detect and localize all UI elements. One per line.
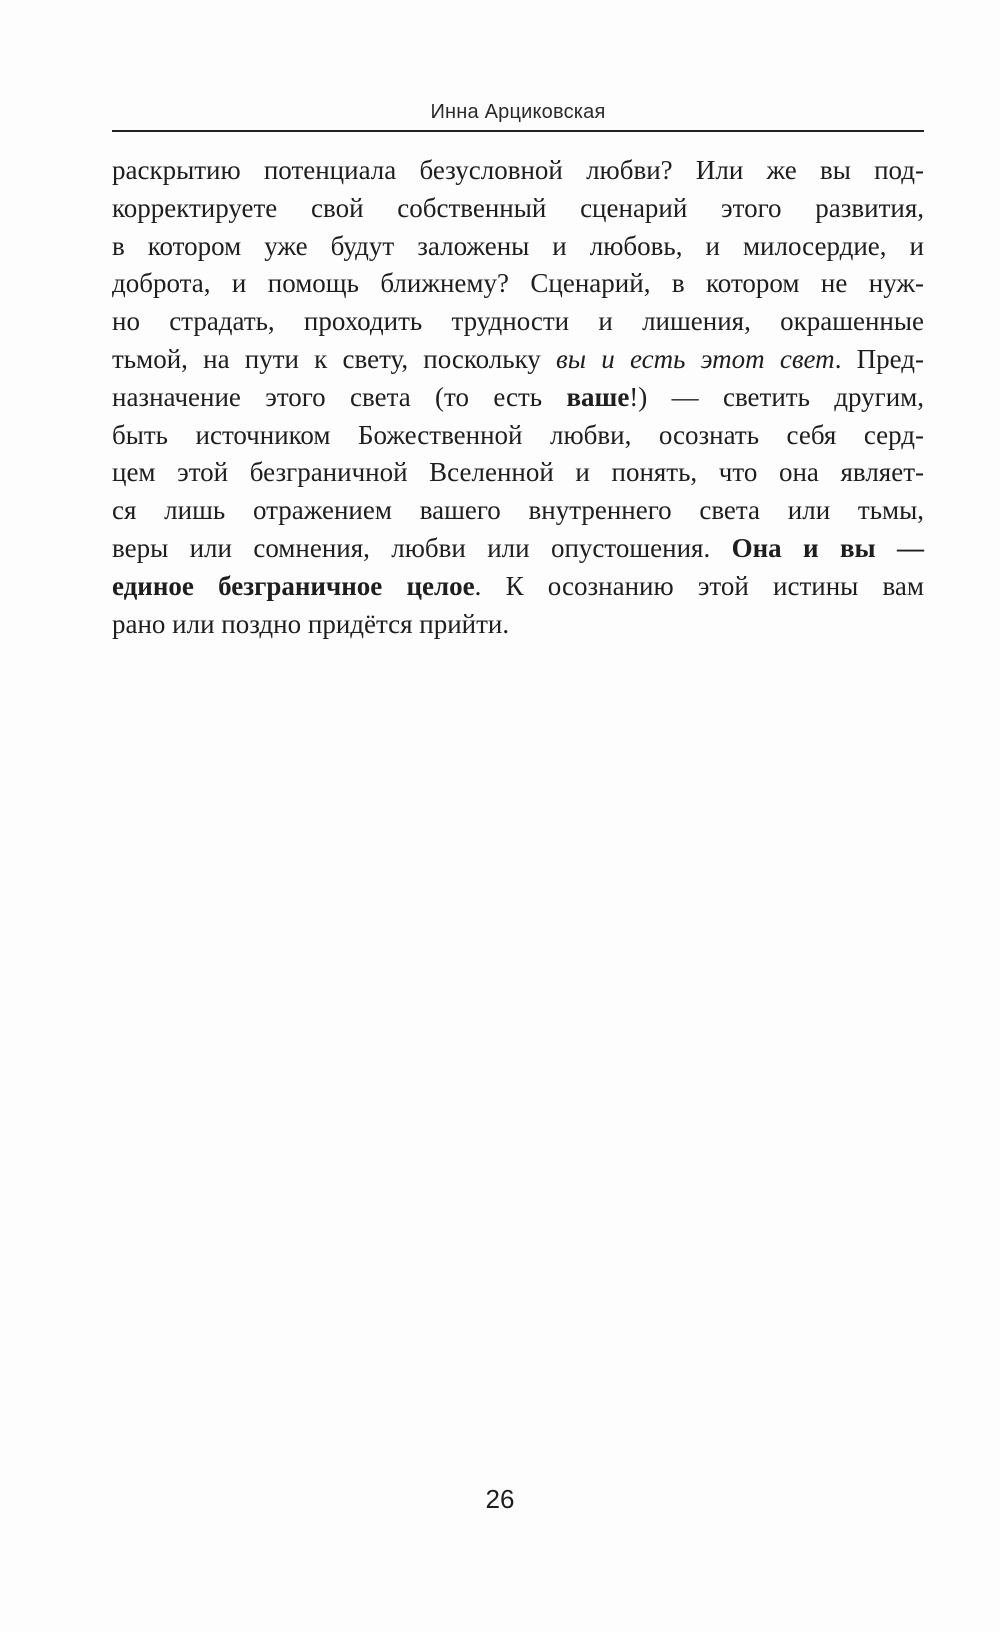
body-paragraph (112, 152, 924, 643)
text-line: но страдать, проходить трудности и лишения, окрашенные (112, 306, 924, 337)
bold-emphasis: единое безграничное целое (112, 570, 475, 601)
bold-emphasis: ваше (566, 381, 630, 412)
italic-emphasis: вы и есть этот свет (556, 343, 835, 374)
text-line: быть источником Божественной любви, осознать себя серд- (112, 419, 924, 450)
text-line: доброта, и помощь ближнему? Сценарий, в котором не нуж- (112, 268, 924, 299)
page-number: 26 (485, 1484, 515, 1514)
bold-emphasis: Она и вы — (731, 532, 924, 563)
text-line: тьмой, на пути к свету, поскольку вы и есть этот свет. Пред- (112, 343, 925, 374)
text-line: корректируете свой собственный сценарий этого развития, (112, 192, 924, 223)
text-line: раскрытию потенциала безусловной любви? Или же вы под- (112, 155, 924, 185)
text-line: цем этой безграничной Вселенной и понять, что она являет- (112, 457, 924, 488)
text-line: рано или поздно придётся прийти. (112, 608, 510, 639)
header-rule (112, 130, 924, 132)
text-line: веры или сомнения, любви или опустошения. Она и вы — (112, 532, 924, 563)
text-line: ся лишь отражением вашего внутреннего света или тьмы, (112, 495, 924, 526)
text-line: единое безграничное целое. К осознанию этой истины вам (112, 570, 924, 601)
text-line: в котором уже будут заложены и любовь, и милосердие, и (112, 230, 924, 261)
text-line: назначение этого света (то есть ваше!) — светить другим, (112, 381, 924, 412)
running-header-author: Инна Арциковская (430, 101, 606, 123)
